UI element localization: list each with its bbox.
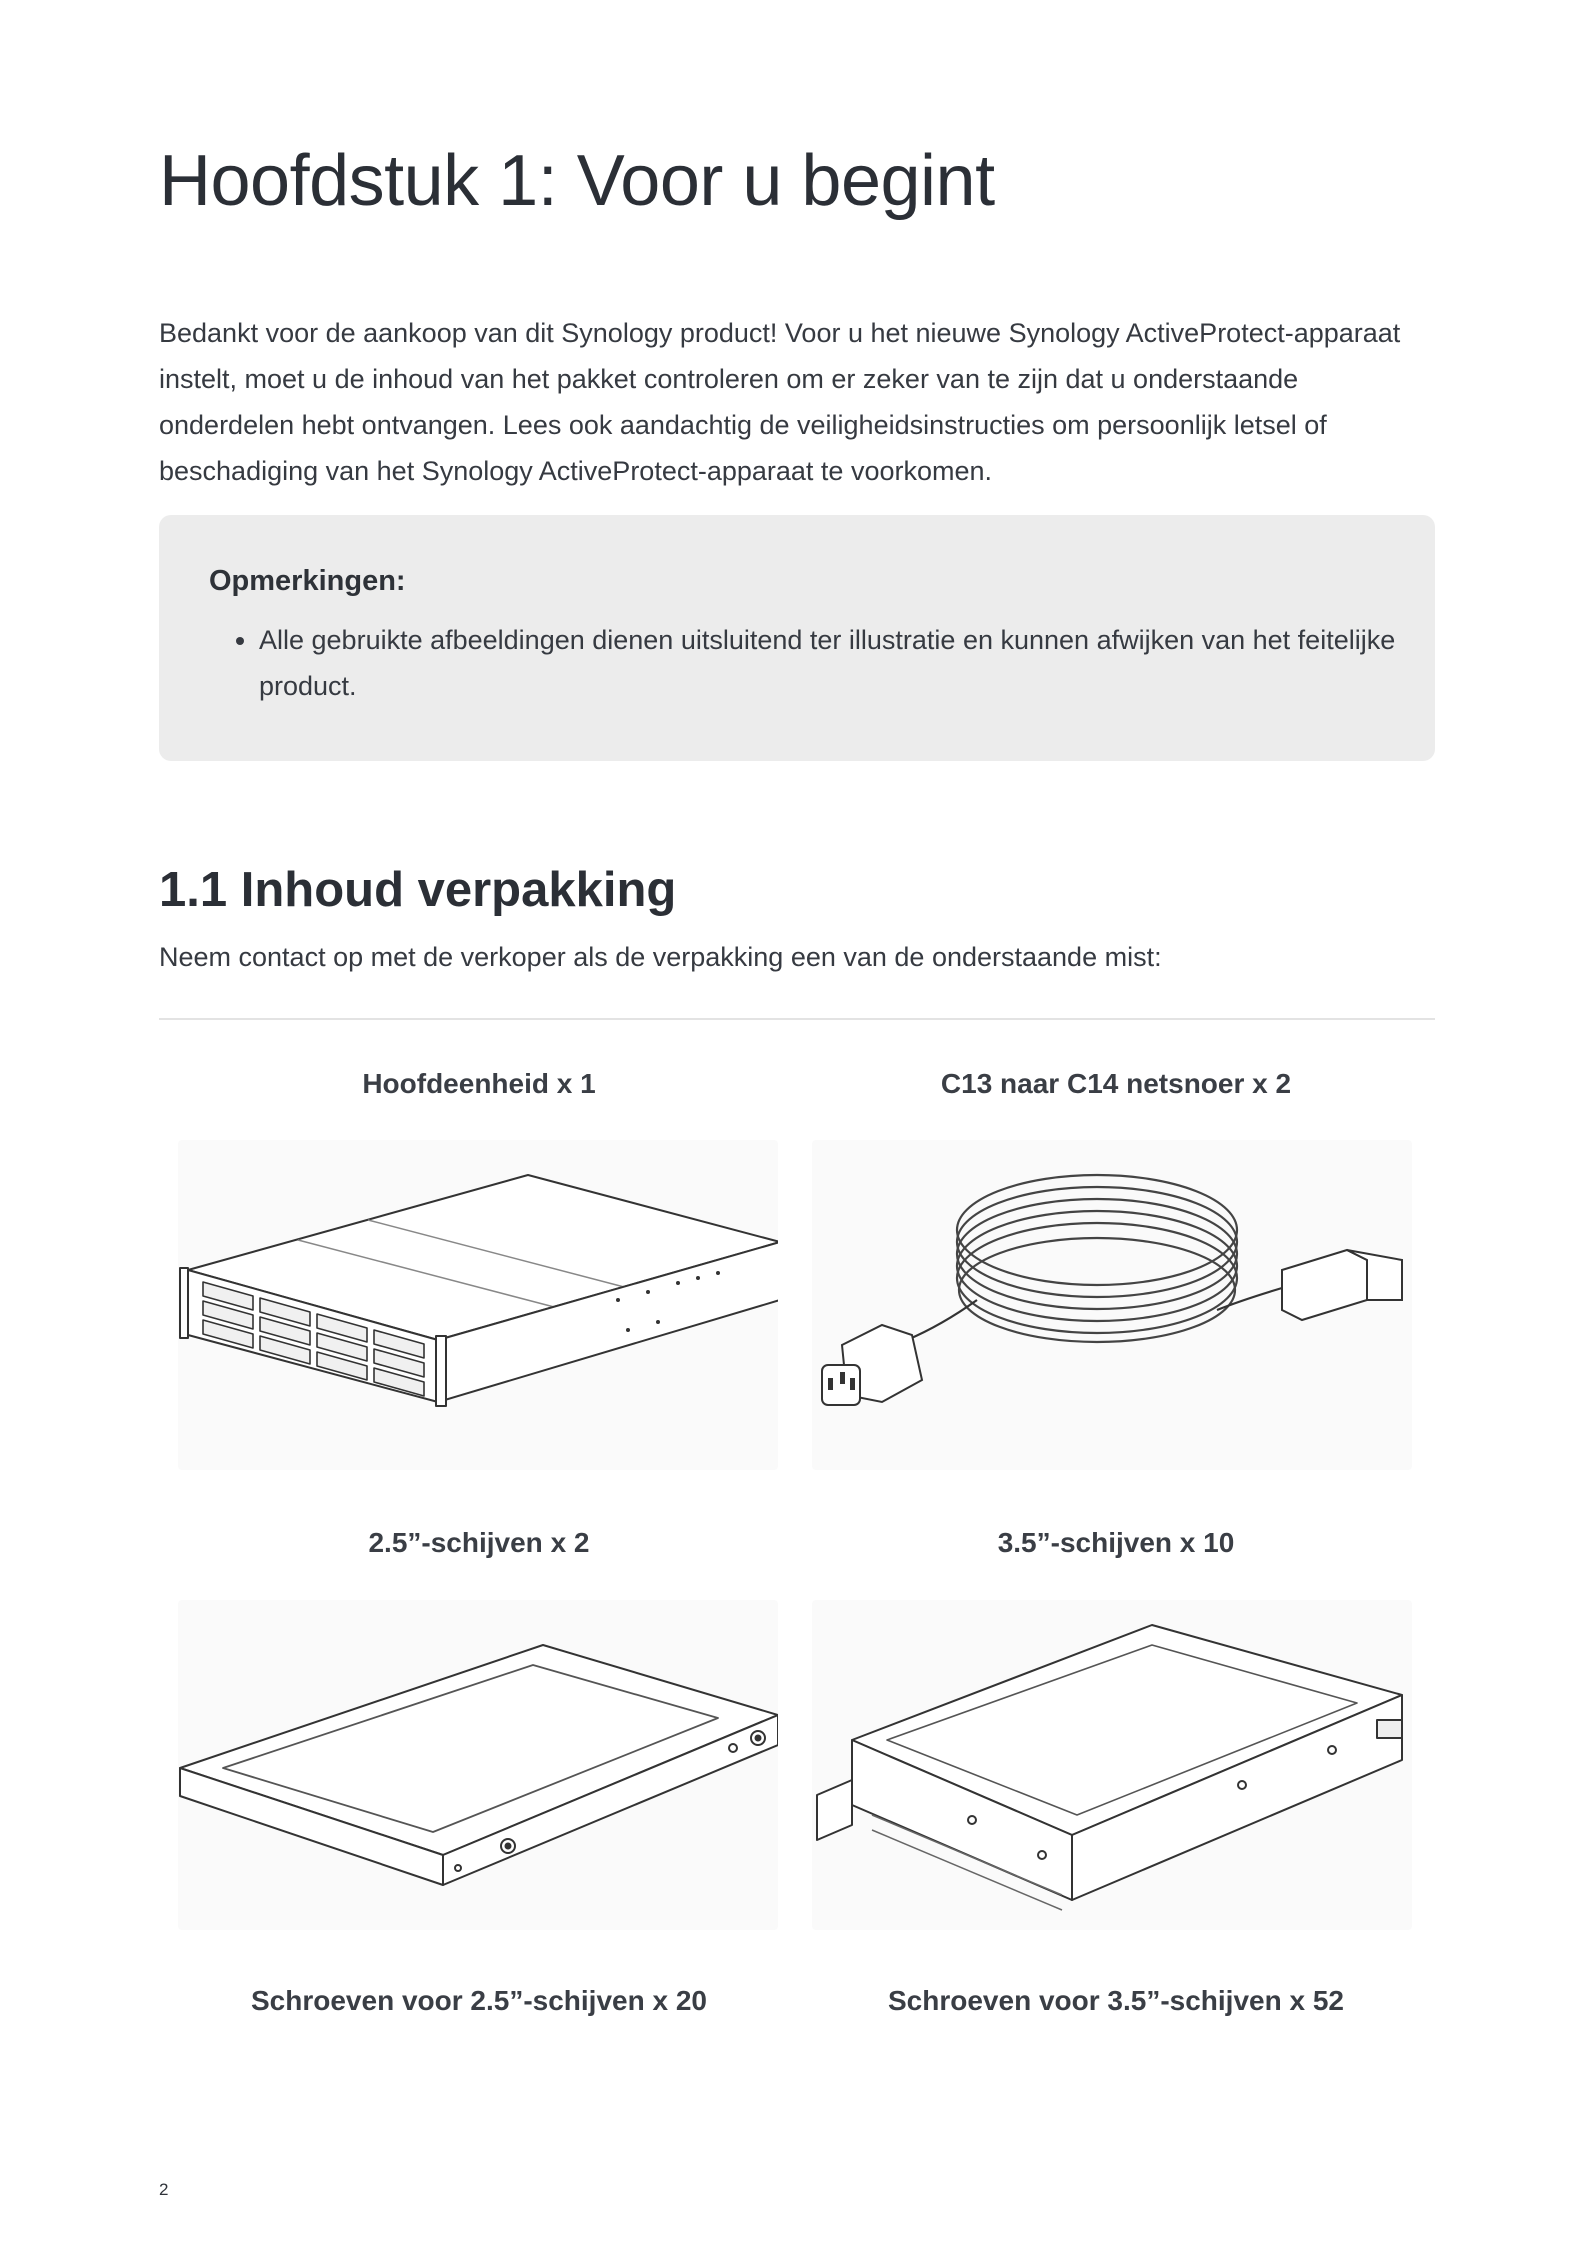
item-label-35-screws: Schroeven voor 3.5”-schijven x 52 [888,1985,1344,2016]
page-number: 2 [159,2180,169,2199]
rack-server-icon [178,1140,778,1470]
chapter-title: Hoofdstuk 1: Voor u begint [159,141,995,221]
intro-paragraph: Bedankt voor de aankoop van dit Synology product! Voor u het nieuwe Synology ActiveProtect-apparaat instelt, moet u de inhoud van het pakket controleren om er zeker van te zijn dat u onderstaande onderdelen hebt ontvangen. Lees ook aandachtig de veiligheidsinstructies om persoonlijk letsel of beschadiging van het Synology ActiveProtect-apparaat te voorkomen. [159,318,1401,486]
item-label-35-drives: 3.5”-schijven x 10 [997,1527,1235,1558]
notes-box [159,515,1435,761]
notes-list [209,617,1439,709]
item-label-25-drives: 2.5”-schijven x 2 [368,1527,590,1558]
ssd-drive-icon [178,1600,778,1930]
notes-list-item: • Alle gebruikte afbeeldingen dienen uitsluitend ter illustratie en kunnen afwijken van het feitelijke product. [259,617,1439,709]
item-label-power-cord: C13 naar C14 netsnoer x 2 [940,1068,1292,1099]
item-label-main-unit: Hoofdeenheid x 1 [362,1068,596,1099]
item-label-25-screws: Schroeven voor 2.5”-schijven x 20 [251,1985,707,2016]
section-divider [159,1018,1435,1020]
section-title: 1.1 Inhoud verpakking [159,863,677,917]
section-subtitle: Neem contact op met de verkoper als de verpakking een van de onderstaande mist: [159,942,1162,972]
power-cord-icon [812,1140,1412,1470]
hdd-drive-icon [812,1600,1412,1930]
notes-title: Opmerkingen: [209,565,406,597]
